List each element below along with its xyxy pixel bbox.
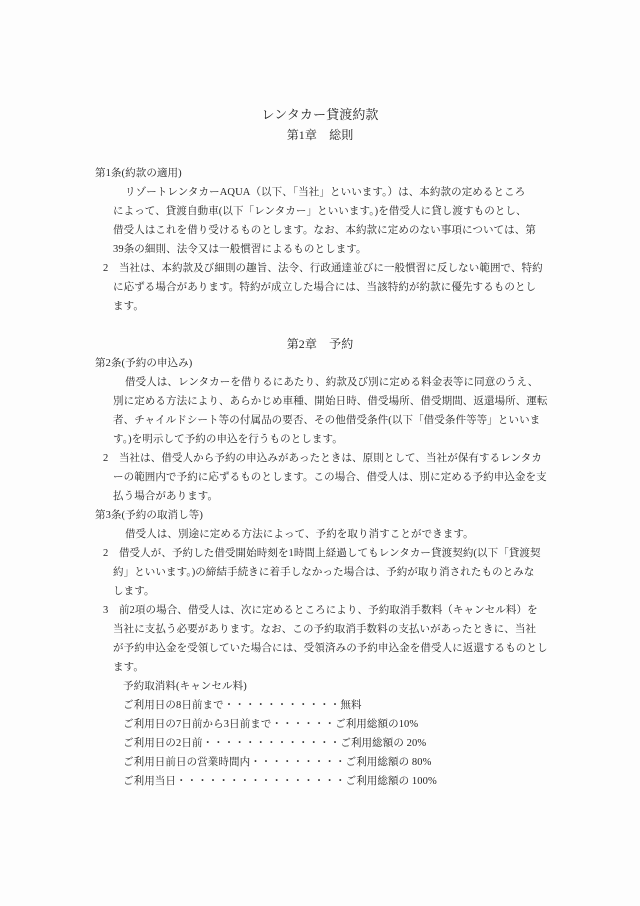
paragraph-line: 借受人は、別途に定める方法によって、予約を取り消すことができます。 [125, 529, 474, 540]
chapter-heading: 第2章 予約 [286, 337, 354, 351]
paragraph-line: リゾートレンタカーAQUA（以下、「当社」といいます。）は、本約款の定めるところ [125, 187, 526, 198]
article-heading: 第2条(予約の申込み) [95, 358, 193, 369]
paragraph-line: に応ずる場合があります。特約が成立した場合には、当該特約が約款に優先するものとし [113, 282, 537, 293]
paragraph-line: 約」といいます。)の締結手続きに着手しなかった場合は、予約が取り消されたものとみな [113, 567, 535, 578]
paragraph-line: によって、貸渡自動車(以下「レンタカー」といいます。)を借受人に貸し渡すものとし、 [113, 206, 527, 217]
paragraph-line: 39条の細則、法令又は一般慣習によるものとします。 [113, 244, 367, 255]
article-heading: 第3条(予約の取消し等) [95, 510, 203, 521]
paragraph-line: します。 [113, 586, 155, 597]
paragraph-line: ます。 [113, 301, 144, 312]
fee-line: 予約取消料(キャンセル料) [123, 681, 247, 692]
chapter-heading: 第1章 総則 [286, 128, 354, 142]
paragraph-line: 者、チャイルドシート等の付属品の要否、その他借受条件(以下「借受条件等等」といいま [113, 415, 541, 426]
paragraph-line: 別に定める方法により、あらかじめ車種、開始日時、借受場所、借受期間、返還場所、運転 [113, 396, 548, 407]
paragraph-line: 2 借受人が、予約した借受開始時刻を1時間上経過してもレンタカー貸渡契約(以下「貸渡契 [103, 548, 541, 559]
fee-line: ご利用日の8日前まで・・・・・・・・・・・無料 [123, 700, 362, 711]
fee-line: ご利用日前日の営業時間内・・・・・・・・・ご利用総額の 80% [123, 757, 432, 768]
document-body [0, 126, 640, 791]
paragraph-line: 当社に支払う必要があります。なお、この予約取消手数料の支払いがあったときに、当社 [113, 624, 537, 635]
paragraph-line: 借受人は、レンタカーを借りるにあたり、約款及び別に定める料金表等に同意のうえ、 [125, 377, 539, 388]
paragraph-line: 3 前2項の場合、借受人は、次に定めるところにより、予約取消手数料（キャンセル料）を [103, 605, 538, 616]
paragraph-line: が予約申込金を受領していた場合には、受領済みの予約申込金を借受人に返還するものとし [113, 643, 548, 654]
paragraph-line: 借受人はこれを借り受けるものとします。なお、本約款に定めのない事項については、第 [113, 225, 536, 236]
fee-line: ご利用日の7日前から3日前まで・・・・・・ご利用総額の10% [123, 719, 419, 730]
article-heading: 第1条(約款の適用) [95, 168, 182, 179]
fee-line: ご利用当日・・・・・・・・・・・・・・・・ご利用総額の 100% [123, 776, 437, 787]
paragraph-line: す。)を明示して予約の申込を行うものとします。 [113, 434, 343, 445]
paragraph-line: 2 当社は、本約款及び細則の趣旨、法令、行政通達並びに一般慣習に反しない範囲で、特約 [103, 263, 543, 274]
paragraph-line: ーの範囲内で予約に応ずるものとします。この場合、借受人は、別に定める予約申込金を支 [113, 472, 547, 483]
document-title: レンタカー貸渡約款 [261, 107, 379, 122]
paragraph-line: 2 当社は、借受人から予約の申込みがあったときは、原則として、当社が保有するレンタカ [103, 453, 542, 464]
paragraph-line: 払う場合があります。 [113, 491, 219, 502]
fee-line: ご利用日の2日前・・・・・・・・・・・・・ご利用総額の 20% [123, 738, 427, 749]
paragraph-line: ます。 [113, 662, 144, 673]
